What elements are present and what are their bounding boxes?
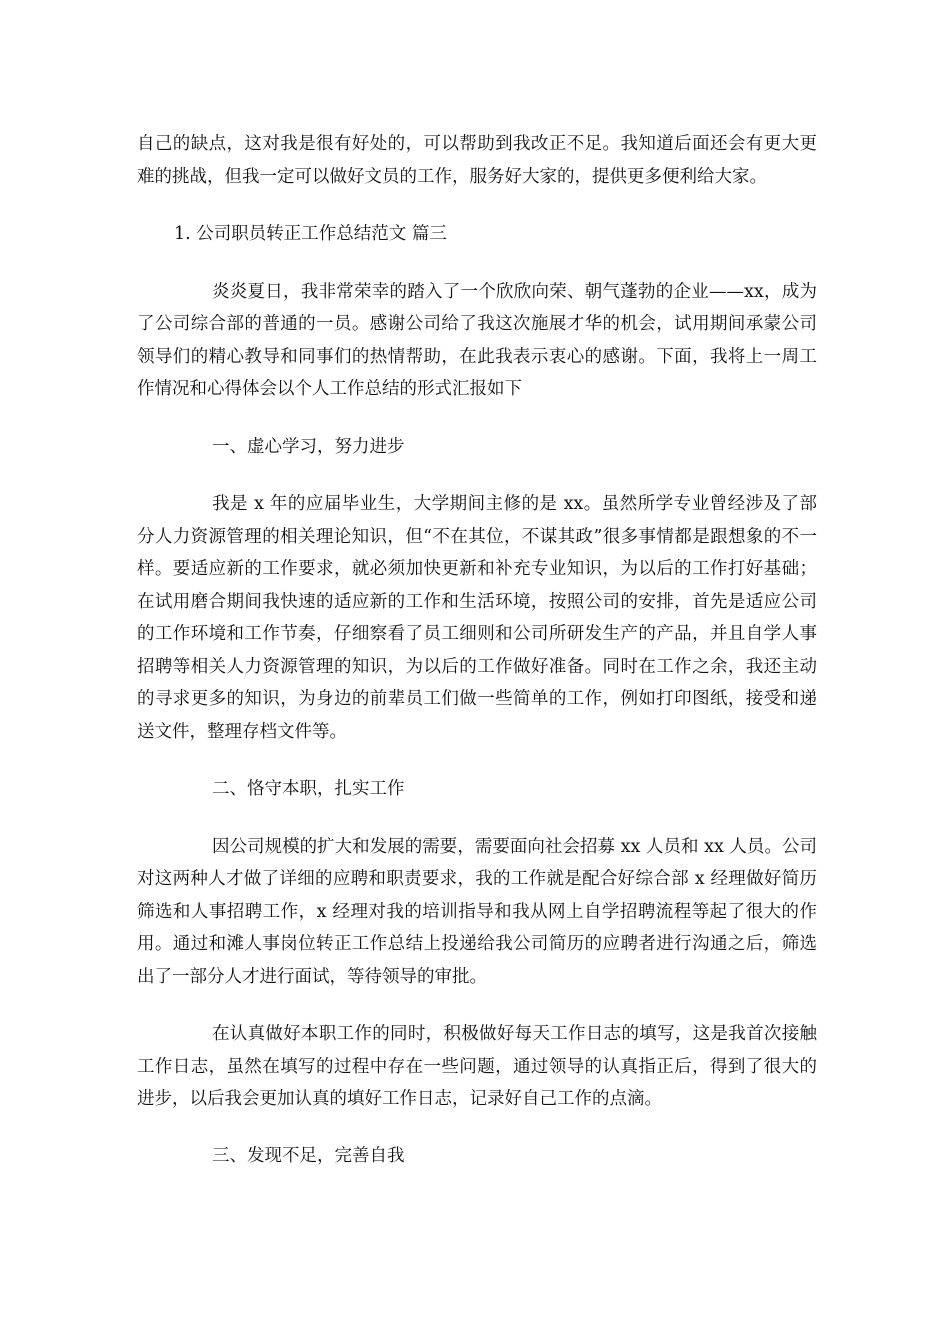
paragraph-opening: 炎炎夏日，我非常荣幸的踏入了一个欣欣向荣、朝气蓬勃的企业——xx，成为了公司综合部的普通的一员。感谢公司给了我这次施展才华的机会，试用期间承蒙公司领导们的精心教导和同事们的热情帮助，在此我表示衷心的感谢。下面，我将上一周工作情况和心得体会以个人工作总结的形式汇报如下 [137, 281, 817, 399]
subheading-duty: 二、恪守本职，扎实工作 [212, 779, 405, 799]
paragraph-recruitment: 因公司规模的扩大和发展的需要，需要面向社会招募 xx 人员和 xx 人员。公司对这两种人才做了详细的应聘和职责要求，我的工作就是配合好综合部 x 经理做好简历筛选和人事招聘工作，x 经理对我的培训指导和我从网上自学招聘流程等起了很大的作用。通过和滩人事岗位转正工作总结上投递给我公司简历的应聘者进行沟通之后，筛选出了一部分人才进行面试，等待领导的审批。 [137, 836, 817, 987]
subheading-learning: 一、虚心学习，努力进步 [212, 436, 405, 457]
section-title: 1. 公司职员转正工作总结范文 篇三 [174, 224, 447, 244]
paragraph-learning: 我是 x 年的应届毕业生，大学期间主修的是 xx。虽然所学专业曾经涉及了部分人力资源管理的相关理论知识，但“不在其位，不谋其政”很多事情都是跟想象的不一样。要适应新的工作要求，就必须加快更新和补充专业知识，为以后的工作打好基础；在试用磨合期间我快速的适应新的工作和生活环境，按照公司的安排，首先是适应公司的工作环境和工作节奏，仔细察看了员工细则和公司所研发生产的产品，并且自学人事招聘等相关人力资源管理的知识，为以后的工作做好准备。同时在工作之余，我还主动的寻求更多的知识，为身边的前辈员工们做一些简单的工作，例如打印图纸，接受和递送文件，整理存档文件等。 [137, 494, 817, 742]
document-body [137, 128, 817, 1172]
subheading-improvement: 三、发现不足，完善自我 [212, 1145, 405, 1166]
paragraph-work-log: 在认真做好本职工作的同时，积极做好每天工作日志的填写，这是我首次接触工作日志，虽然在填写的过程中存在一些问题，通过领导的认真指正后，得到了很大的进步，以后我会更加认真的填好工作日志，记录好自己工作的点滴。 [137, 1024, 817, 1109]
intro-paragraph: 自己的缺点，这对我是很有好处的，可以帮助到我改正不足。我知道后面还会有更大更难的挑战，但我一定可以做好文员的工作，服务好大家的，提供更多便利给大家。 [137, 134, 817, 187]
